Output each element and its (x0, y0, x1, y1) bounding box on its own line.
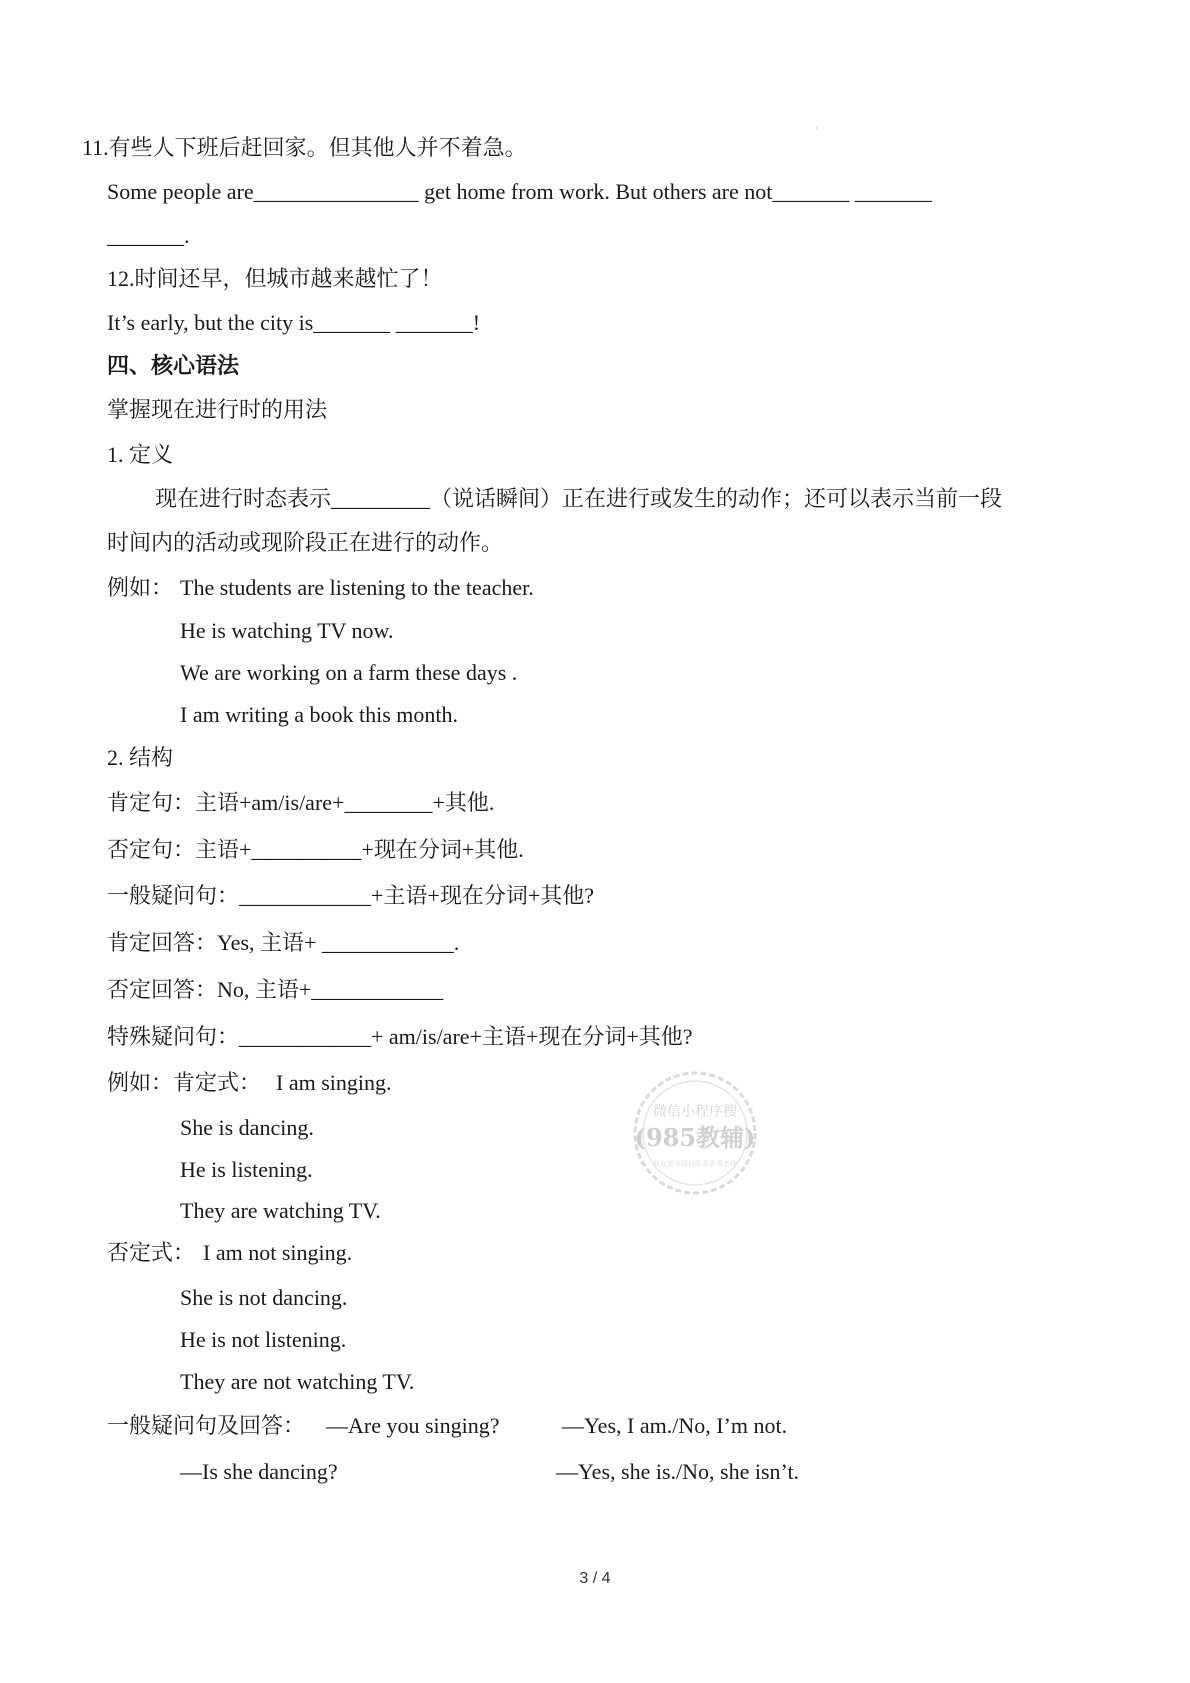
answer-1: —Yes, I am./No, I’m not. (562, 1413, 788, 1438)
definition-text-2: 时间内的活动或现阶段正在进行的动作。 (107, 530, 504, 555)
definition-text-1: 现在进行时态表示_________（说话瞬间）正在进行或发生的动作；还可以表示当前一段 (155, 486, 1003, 511)
structure-title: 2. 结构 (107, 745, 174, 770)
affirmative-example-1: I am singing. (276, 1070, 392, 1095)
affirmative-example-3: He is listening. (180, 1157, 313, 1182)
q11-chinese: 11.有些人下班后赶回家。但其他人并不着急。 (82, 135, 527, 160)
affirmative-label: 例如：肯定式： (107, 1070, 262, 1095)
affirmative-example-4: They are watching TV. (180, 1198, 381, 1223)
question-2: —Is she dancing? (180, 1459, 338, 1484)
question-1: —Are you singing? (326, 1413, 500, 1438)
example-4: I am writing a book this month. (180, 702, 459, 727)
watermark-line1: 微信小程序搜 (653, 1104, 737, 1120)
q12-english: It’s early, but the city is_______ _______! (107, 310, 481, 335)
structure-negative: 否定句：主语+__________+现在分词+其他. (107, 837, 524, 862)
answer-2: —Yes, she is./No, she isn’t. (556, 1459, 800, 1484)
structure-affirmative: 肯定句：主语+am/is/are+________+其他. (107, 790, 495, 815)
q12-chinese: 12.时间还早，但城市越来越忙了！ (107, 266, 443, 291)
example-1: The students are listening to the teacher. (180, 575, 534, 600)
example-3: We are working on a farm these days . (180, 660, 518, 685)
speck: · (815, 124, 818, 133)
example-2: He is watching TV now. (180, 618, 394, 643)
negative-example-2: She is not dancing. (180, 1285, 348, 1310)
question-label: 一般疑问句及回答： (107, 1413, 306, 1438)
definition-title: 1. 定义 (107, 442, 174, 467)
section-intro: 掌握现在进行时的用法 (107, 397, 328, 422)
watermark-line3: 获取更多资料联系优秀老师 (653, 1160, 737, 1168)
watermark-stamp (620, 1068, 770, 1203)
page-number: 3 / 4 (579, 1570, 611, 1587)
q11-english-line1: Some people are_______________ get home from work. But others are not_______ _______ (107, 179, 932, 204)
structure-short-no: 否定回答：No, 主语+____________ (107, 977, 444, 1002)
structure-short-yes: 肯定回答：Yes, 主语+ ____________. (107, 930, 460, 955)
affirmative-example-2: She is dancing. (180, 1115, 314, 1140)
negative-example-1: I am not singing. (203, 1240, 353, 1265)
negative-label: 否定式： (107, 1240, 196, 1265)
structure-yes-no-question: 一般疑问句：____________+主语+现在分词+其他? (107, 883, 594, 908)
negative-example-4: They are not watching TV. (180, 1369, 415, 1394)
structure-wh-question: 特殊疑问句：____________+ am/is/are+主语+现在分词+其他? (107, 1024, 693, 1049)
q11-english-line2: _______. (107, 223, 190, 248)
negative-example-3: He is not listening. (180, 1327, 347, 1352)
section-heading: 四、核心语法 (107, 353, 240, 378)
examples-label: 例如： (107, 575, 174, 600)
watermark-line2: (985教辅) (634, 1123, 756, 1152)
